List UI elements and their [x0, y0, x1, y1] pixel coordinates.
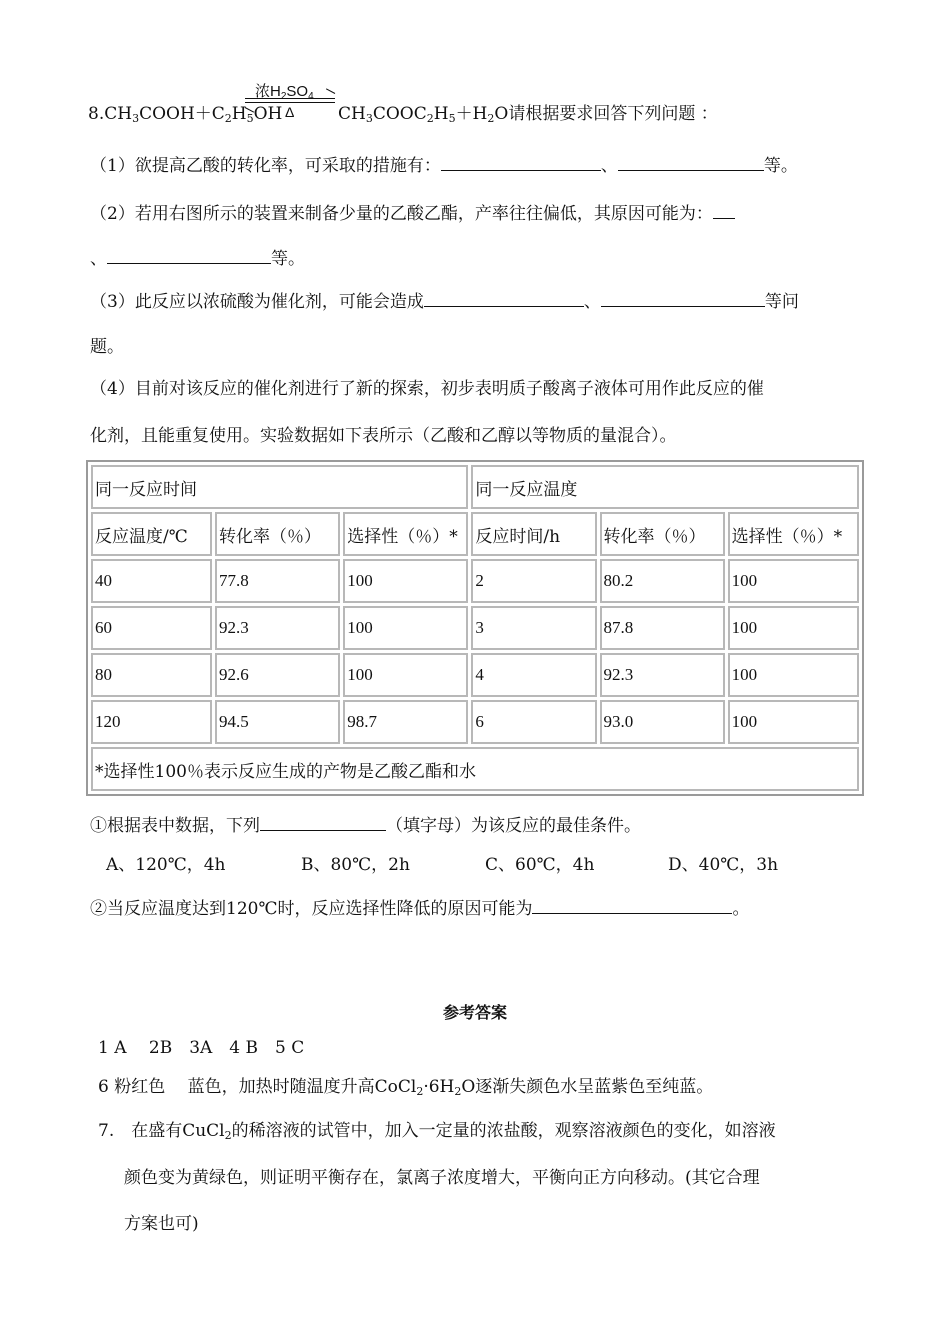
answers-line-5: 方案也可) — [124, 1214, 199, 1234]
table-cell: 2 — [471, 559, 596, 603]
sub-question-2-suffix: 。 — [732, 899, 750, 919]
option-b: B、80℃，2h — [301, 855, 410, 875]
table-cell: 100 — [343, 653, 468, 697]
answer-blank[interactable] — [601, 292, 765, 307]
group-header-right: 同一反应温度 — [471, 465, 859, 509]
column-header: 转化率（％） — [215, 512, 340, 556]
table-cell: 120 — [91, 700, 212, 744]
table-cell: 98.7 — [343, 700, 468, 744]
part-3-text: （3）此反应以浓硫酸为催化剂，可能会造成 — [90, 292, 424, 312]
part-2-end: 等。 — [271, 249, 305, 269]
heat-symbol: Δ — [285, 104, 295, 120]
part-1-text: （1）欲提高乙酸的转化率，可采取的措施有： — [90, 156, 441, 176]
table-cell: 92.3 — [215, 606, 340, 650]
column-header: 反应温度/℃ — [91, 512, 212, 556]
option-c: C、60℃，4h — [485, 855, 595, 875]
reaction-condition-arrow — [243, 80, 335, 120]
table-cell: 93.0 — [600, 700, 725, 744]
sub-question-2 — [90, 899, 749, 918]
answer-blank[interactable] — [424, 292, 584, 307]
table-row — [91, 559, 859, 603]
sub-question-2-prefix: ②当反应温度达到120℃时，反应选择性降低的原因可能为 — [90, 899, 533, 919]
table-cell: 87.8 — [600, 606, 725, 650]
separator: 、 — [583, 292, 601, 312]
condition-catalyst: 浓$H_2SO_4$ — [255, 83, 314, 102]
column-header: 反应时间/h — [471, 512, 596, 556]
part-3-cont: 题。 — [90, 337, 124, 357]
equilibrium-harpoon-right — [326, 88, 335, 94]
table-cell: 4 — [471, 653, 596, 697]
table-cell: 100 — [343, 606, 468, 650]
column-header: 选择性（％）* — [343, 512, 468, 556]
answer-blank[interactable] — [532, 899, 732, 914]
part-1 — [90, 156, 798, 175]
part-2 — [90, 204, 735, 223]
part-1-end: 等。 — [763, 156, 798, 176]
answer-blank[interactable] — [713, 204, 735, 219]
reactants: $CH_3COOH+C_2H_5OH$ — [104, 104, 283, 125]
part-4-line-2: 化剂，且能重复使用。实验数据如下表所示（乙酸和乙醇以等物质的量混合）。 — [90, 426, 677, 446]
products-and-prompt — [338, 106, 718, 123]
column-header: 转化率（％） — [600, 512, 725, 556]
part-2-text: （2）若用右图所示的装置来制备少量的乙酸乙酯，产率往往偏低，其原因可能为： — [90, 204, 713, 224]
table-footnote: *选择性100％表示反应生成的产物是乙酸乙酯和水 — [91, 747, 859, 791]
option-d: D、40℃，3h — [668, 855, 779, 875]
table-cell: 92.6 — [215, 653, 340, 697]
answer-blank[interactable] — [260, 816, 386, 831]
table-cell: 80.2 — [600, 559, 725, 603]
sub-question-1-suffix: （填字母）为该反应的最佳条件。 — [386, 816, 641, 836]
answer-blank[interactable] — [618, 156, 764, 171]
group-header-left: 同一反应时间 — [91, 465, 468, 509]
table-cell: 100 — [728, 606, 859, 650]
column-header: 选择性（％）* — [728, 512, 859, 556]
table-cell: 3 — [471, 606, 596, 650]
table-cell: 80 — [91, 653, 212, 697]
equilibrium-harpoon-left — [245, 107, 254, 113]
table-cell: 100 — [728, 653, 859, 697]
part-3-end: 等问 — [764, 292, 799, 312]
answers-line-2: 6 粉红色 蓝色，加热时随温度升高$CoCl_2\cdot 6H_2O$逐渐失颜色水呈蓝紫色至纯蓝。 — [98, 1077, 714, 1098]
answers-line-1: 1 A 2B 3A 4 B 5 C — [98, 1038, 305, 1058]
answers-title: 参考答案 — [442, 1003, 507, 1022]
experiment-data-table — [86, 460, 864, 796]
equilibrium-arrow-top — [245, 98, 335, 99]
answer-blank[interactable] — [107, 249, 271, 264]
sub-question-1 — [90, 816, 641, 835]
table-cell: 100 — [728, 700, 859, 744]
separator: 、 — [600, 156, 618, 176]
table-cell: 77.8 — [215, 559, 340, 603]
table-row — [91, 700, 859, 744]
question-number: 8. — [88, 104, 105, 124]
separator: 、 — [90, 249, 107, 269]
table-cell: 100 — [728, 559, 859, 603]
table-header-row — [91, 512, 859, 556]
equilibrium-arrow-bottom — [245, 102, 335, 103]
option-a: A、120℃，4h — [106, 855, 226, 875]
part-3 — [90, 292, 799, 311]
answer-blank[interactable] — [441, 156, 601, 171]
table-group-row — [91, 465, 859, 509]
answers-line-4: 颜色变为黄绿色，则证明平衡存在，氯离子浓度增大，平衡向正方向移动。(其它合理 — [124, 1168, 760, 1188]
table-cell: 100 — [343, 559, 468, 603]
table-row — [91, 606, 859, 650]
table-footnote-row — [91, 747, 859, 791]
table-cell: 60 — [91, 606, 212, 650]
part-4-line-1: （4）目前对该反应的催化剂进行了新的探索，初步表明质子酸离子液体可用作此反应的催 — [90, 379, 764, 399]
table-cell: 92.3 — [600, 653, 725, 697]
table-cell: 6 — [471, 700, 596, 744]
question-prompt: 请根据要求回答下列问题 ： — [508, 104, 718, 124]
products: $CH_3COOC_2H_5+H_2O$ — [338, 104, 509, 125]
table-cell: 40 — [91, 559, 212, 603]
sub-question-1-prefix: ①根据表中数据，下列 — [90, 816, 260, 836]
table-row — [91, 653, 859, 697]
part-2-cont — [90, 249, 305, 268]
table-cell: 94.5 — [215, 700, 340, 744]
answers-line-3: 7. 在盛有CuCl$_2$的稀溶液的试管中，加入一定量的浓盐酸，观察溶液颜色的变化，如溶液 — [98, 1121, 776, 1142]
